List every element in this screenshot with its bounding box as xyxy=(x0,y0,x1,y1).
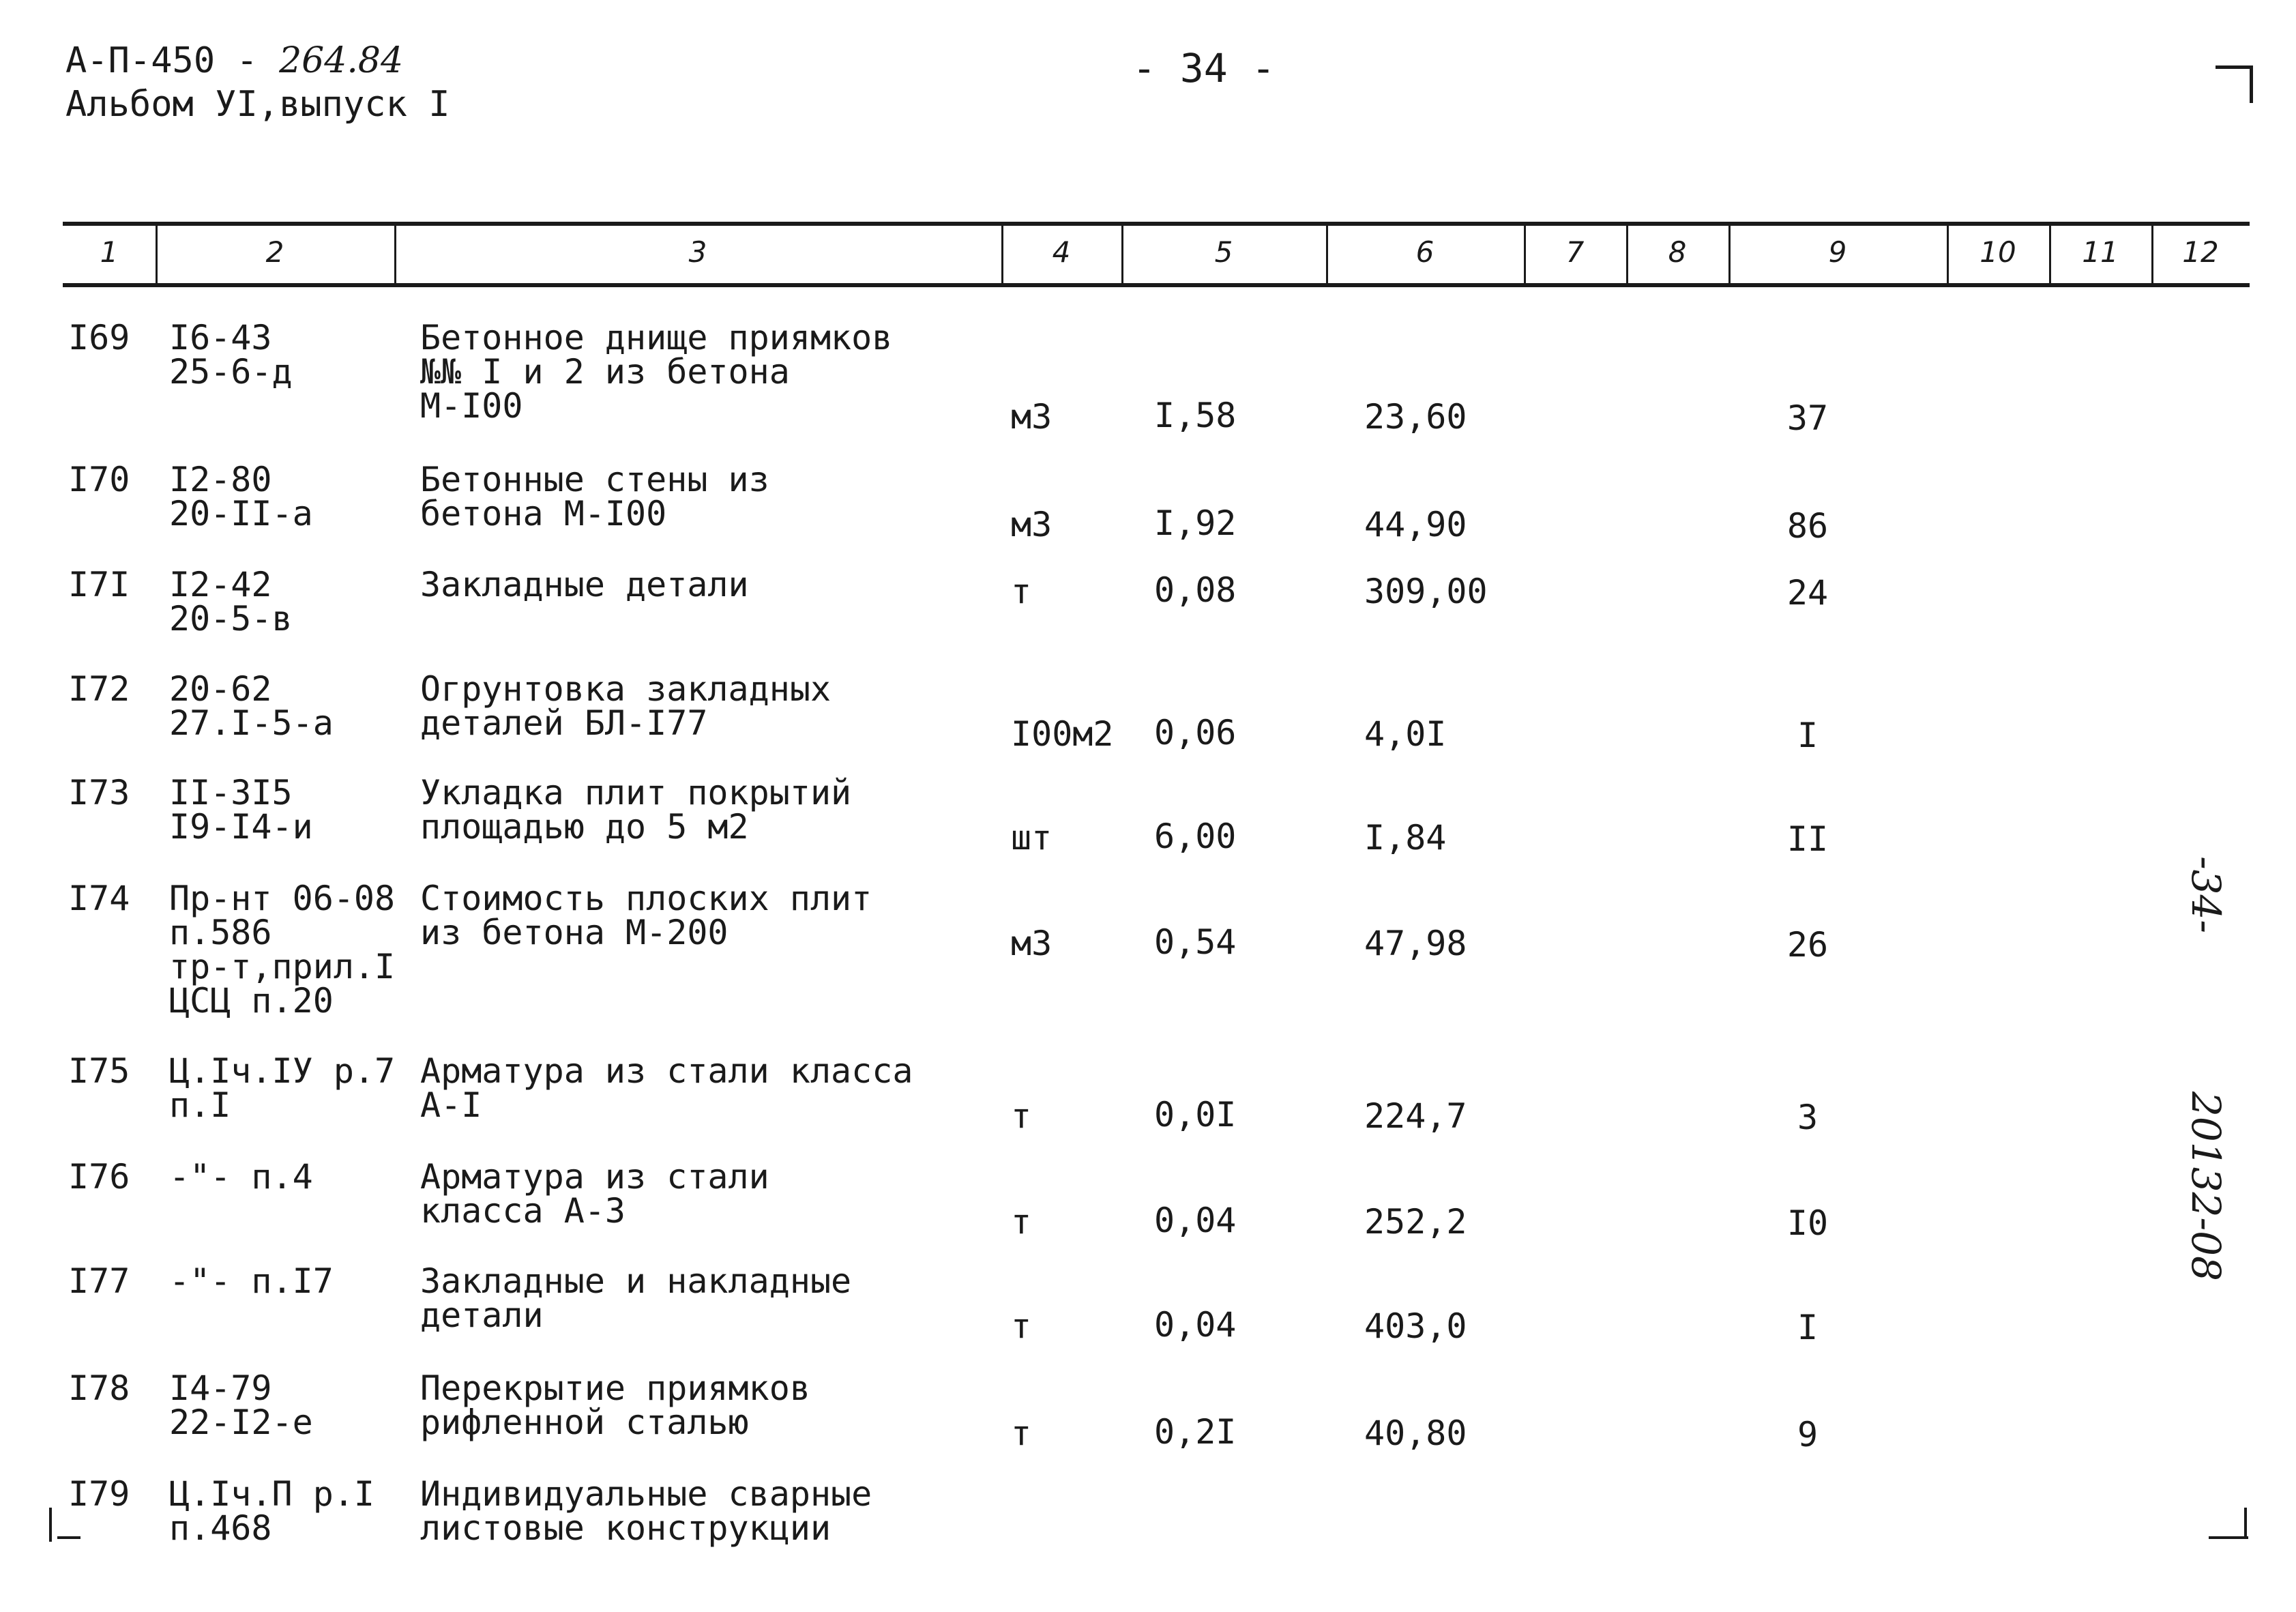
row-description: Бетонное днище приямков xyxy=(420,318,893,357)
row-unit: т xyxy=(1011,1202,1032,1242)
column-number: 10 xyxy=(1979,235,2016,269)
corner-mark-bottom-right-tick xyxy=(2244,1508,2247,1539)
row-total: I0 xyxy=(1786,1203,1829,1243)
row-description: М-I00 xyxy=(420,386,523,426)
row-norm-code: 20-5-в xyxy=(169,599,293,639)
row-quantity: 0,08 xyxy=(1154,570,1237,610)
row-description: Укладка плит покрытий xyxy=(420,773,852,812)
column-number: 4 xyxy=(1052,235,1071,269)
row-quantity: 0,0I xyxy=(1154,1095,1237,1134)
row-number: I74 xyxy=(68,879,130,918)
row-description: Перекрытие приямков xyxy=(420,1368,810,1408)
row-description: Арматура из стали xyxy=(420,1157,769,1197)
row-norm-code: Ц.Iч.П р.I xyxy=(169,1474,375,1514)
row-description: Бетонные стены из xyxy=(420,460,769,499)
row-total: 86 xyxy=(1786,506,1829,546)
row-number: I69 xyxy=(68,318,130,357)
row-norm-code: п.I xyxy=(169,1085,231,1125)
row-total: 3 xyxy=(1797,1098,1819,1137)
row-norm-code: тр-т,прил.I xyxy=(169,947,396,986)
row-description: Закладные детали xyxy=(420,565,749,604)
row-description: Арматура из стали класса xyxy=(420,1051,913,1091)
row-unit-price: 403,0 xyxy=(1364,1306,1467,1346)
column-number: 11 xyxy=(2082,235,2119,269)
row-unit-price: 224,7 xyxy=(1364,1096,1467,1136)
column-number: 7 xyxy=(1565,235,1585,269)
row-description: рифленной сталью xyxy=(420,1403,749,1442)
row-unit-price: 23,60 xyxy=(1364,397,1467,437)
row-quantity: 0,54 xyxy=(1154,922,1237,962)
row-number: I72 xyxy=(68,669,130,709)
album-title: Альбом УI,выпуск I xyxy=(65,84,450,125)
row-total: II xyxy=(1786,819,1829,859)
row-description: Индивидуальные сварные xyxy=(420,1474,872,1514)
row-quantity: 0,06 xyxy=(1154,713,1237,752)
document-code-handwritten: 264.84 xyxy=(279,40,404,81)
column-number: 5 xyxy=(1214,235,1233,269)
row-unit-price: 4,0I xyxy=(1364,714,1447,754)
row-quantity: I,92 xyxy=(1154,503,1237,543)
row-unit-price: 252,2 xyxy=(1364,1202,1467,1242)
row-unit: т xyxy=(1011,572,1032,611)
row-description: деталей БЛ-I77 xyxy=(420,703,708,743)
row-total: 37 xyxy=(1786,398,1829,438)
row-norm-code: ЦСЦ п.20 xyxy=(169,981,334,1021)
row-quantity: 6,00 xyxy=(1154,817,1237,856)
page-number: - 34 - xyxy=(1132,45,1276,91)
row-quantity: I,58 xyxy=(1154,396,1237,435)
row-number: I76 xyxy=(68,1157,130,1197)
row-norm-code: 20-II-а xyxy=(169,494,313,533)
row-norm-code: -"- п.I7 xyxy=(169,1261,334,1301)
row-unit: м3 xyxy=(1011,924,1053,963)
corner-mark-bottom-left-tick xyxy=(57,1536,80,1539)
row-number: I78 xyxy=(68,1368,130,1408)
row-norm-code: I2-42 xyxy=(169,565,272,604)
row-norm-code: II-3I5 xyxy=(169,773,293,812)
row-number: I79 xyxy=(68,1474,130,1514)
row-description: Закладные и накладные xyxy=(420,1261,852,1301)
row-norm-code: I9-I4-и xyxy=(169,807,313,847)
column-number: 6 xyxy=(1415,235,1434,269)
row-total: 26 xyxy=(1786,925,1829,965)
column-number: 8 xyxy=(1668,235,1687,269)
side-document-number: 20132-08 xyxy=(2183,1091,2229,1281)
row-norm-code: 20-62 xyxy=(169,669,272,709)
row-norm-code: п.468 xyxy=(169,1508,272,1548)
row-quantity: 0,04 xyxy=(1154,1201,1237,1240)
column-number: 9 xyxy=(1828,235,1847,269)
row-quantity: 0,04 xyxy=(1154,1305,1237,1345)
row-total: I xyxy=(1797,1308,1819,1347)
row-total: I xyxy=(1797,716,1819,755)
row-description: из бетона М-200 xyxy=(420,913,728,952)
row-norm-code: Пр-нт 06-08 xyxy=(169,879,396,918)
row-norm-code: Ц.Iч.IУ р.7 xyxy=(169,1051,396,1091)
row-unit: т xyxy=(1011,1413,1032,1453)
corner-mark-bottom-right xyxy=(2209,1536,2248,1539)
column-number: 12 xyxy=(2182,235,2219,269)
document-code-printed: А-П-450 - xyxy=(65,40,258,81)
row-number: I77 xyxy=(68,1261,130,1301)
row-norm-code: I4-79 xyxy=(169,1368,272,1408)
row-unit: т xyxy=(1011,1096,1032,1136)
row-description: Огрунтовка закладных xyxy=(420,669,831,709)
row-unit: т xyxy=(1011,1306,1032,1346)
row-description: площадью до 5 м2 xyxy=(420,807,749,847)
row-norm-code: п.586 xyxy=(169,913,272,952)
row-unit: м3 xyxy=(1011,397,1053,437)
row-norm-code: I2-80 xyxy=(169,460,272,499)
row-description: листовые конструкции xyxy=(420,1508,831,1548)
row-unit-price: 47,98 xyxy=(1364,924,1467,963)
row-norm-code: 25-6-д xyxy=(169,352,293,392)
row-description: бетона М-I00 xyxy=(420,494,667,533)
column-number: 3 xyxy=(688,235,707,269)
row-description: А-I xyxy=(420,1085,482,1125)
row-total: 24 xyxy=(1786,573,1829,613)
row-number: I73 xyxy=(68,773,130,812)
row-description: класса А-3 xyxy=(420,1191,626,1231)
row-total: 9 xyxy=(1797,1415,1819,1454)
row-description: Стоимость плоских плит xyxy=(420,879,872,918)
row-norm-code: 22-I2-е xyxy=(169,1403,313,1442)
side-page-mark: -34- xyxy=(2183,856,2229,933)
document-code xyxy=(65,40,403,82)
column-number: 1 xyxy=(100,235,119,269)
row-unit: I00м2 xyxy=(1011,714,1114,754)
row-unit-price: 44,90 xyxy=(1364,505,1467,544)
row-number: I70 xyxy=(68,460,130,499)
table-header-top-rule xyxy=(63,222,2250,226)
row-unit-price: I,84 xyxy=(1364,818,1447,858)
row-description: детали xyxy=(420,1295,544,1335)
row-quantity: 0,2I xyxy=(1154,1412,1237,1452)
table-header-bottom-rule xyxy=(63,283,2250,287)
column-number: 2 xyxy=(265,235,284,269)
row-unit-price: 40,80 xyxy=(1364,1413,1467,1453)
row-norm-code: 27.I-5-а xyxy=(169,703,334,743)
row-number: I75 xyxy=(68,1051,130,1091)
row-unit: м3 xyxy=(1011,505,1053,544)
row-unit-price: 309,00 xyxy=(1364,572,1488,611)
row-description: №№ I и 2 из бетона xyxy=(420,352,790,392)
row-number: I7I xyxy=(68,565,130,604)
row-norm-code: I6-43 xyxy=(169,318,272,357)
row-norm-code: -"- п.4 xyxy=(169,1157,313,1197)
corner-mark-top-right xyxy=(2216,65,2253,103)
row-unit: шт xyxy=(1011,818,1053,858)
